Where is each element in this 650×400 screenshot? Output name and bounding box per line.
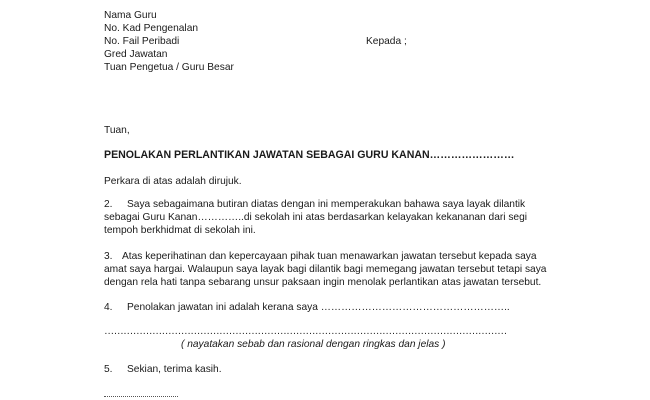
- salutation: Tuan,: [104, 125, 130, 136]
- paragraph-2-line-1: Saya sebagaimana butiran diatas dengan ini memperakukan bahawa saya layak dilantik: [127, 199, 526, 210]
- sender-block: [104, 9, 234, 74]
- paragraph-5-number: 5.: [104, 364, 113, 375]
- signature-dotted-line: [104, 396, 178, 397]
- paragraph-4-note: ( nayatakan sebab dan rasional dengan ringkas dan jelas ): [181, 339, 446, 350]
- sender-file-number: No. Fail Peribadi: [104, 36, 180, 47]
- paragraph-3-line-3: dengan rela hati tanpa sebarang unsur paksaan ingin menolak perlantikan atas jawatan tersebut.: [104, 277, 542, 288]
- subject-heading: PENOLAKAN PERLANTIKAN JAWATAN SEBAGAI GURU KANAN……………………: [104, 149, 515, 161]
- paragraph-4-continuation: ………………………………………………………………………………………………………………: [104, 326, 507, 337]
- paragraph-2-line-2: sebagai Guru Kanan…………..di sekolah ini atas berdasarkan kelayakan kekananan dari segi: [104, 212, 528, 223]
- sender-addressee: Tuan Pengetua / Guru Besar: [104, 62, 234, 73]
- recipient-label: Kepada ;: [366, 36, 407, 47]
- paragraph-4-line-1: Penolakan jawatan ini adalah kerana saya ………………………………………………..: [127, 302, 510, 313]
- paragraph-3-line-1: Atas keperihatinan dan kepercayaan pihak tuan menawarkan jawatan tersebut kepada saya: [122, 251, 537, 262]
- paragraph-2-number: 2.: [104, 199, 113, 210]
- sender-grade: Gred Jawatan: [104, 49, 168, 60]
- intro-line: Perkara di atas adalah dirujuk.: [104, 176, 242, 187]
- paragraph-4-number: 4.: [104, 302, 113, 313]
- sender-ic-number: No. Kad Pengenalan: [104, 23, 199, 34]
- paragraph-3-number: 3.: [104, 251, 113, 262]
- sender-name: Nama Guru: [104, 10, 157, 21]
- paragraph-2-line-3: tempoh berkhidmat di sekolah ini.: [104, 225, 256, 236]
- paragraph-5-line-1: Sekian, terima kasih.: [127, 364, 222, 375]
- paragraph-3-line-2: amat saya hargai. Walaupun saya layak bagi dilantik bagi memegang jawatan tersebut tetapi saya: [104, 264, 547, 275]
